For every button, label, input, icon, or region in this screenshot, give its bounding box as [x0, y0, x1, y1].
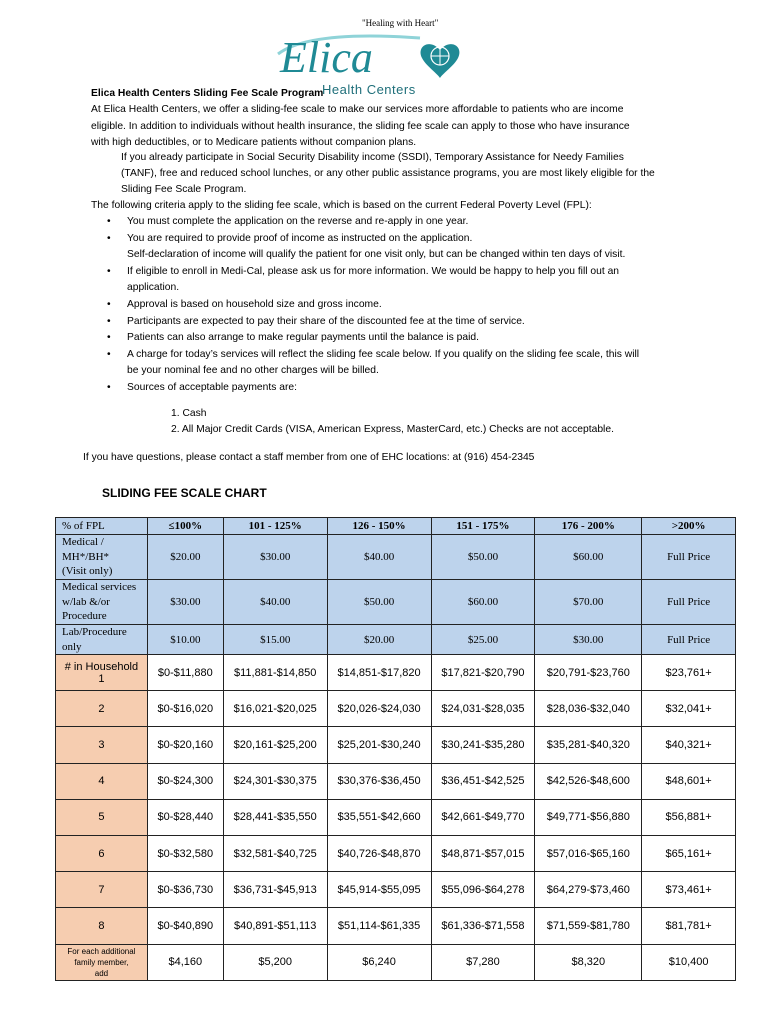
table-cell: $0-$32,580: [147, 835, 223, 871]
table-cell: $28,441-$35,550: [223, 799, 327, 835]
list-item: Self-declaration of income will qualify the patient for one visit only, but can be changed within ten days of visit.: [127, 249, 626, 261]
list-item: be your nominal fee and no other charges will be billed.: [127, 365, 379, 377]
table-header-cell: 151 - 175%: [431, 518, 535, 535]
table-cell: $57,016-$65,160: [535, 835, 642, 871]
table-cell: $61,336-$71,558: [431, 908, 535, 944]
table-cell: $20,791-$23,760: [535, 655, 642, 691]
table-cell: $14,851-$17,820: [327, 655, 431, 691]
table-row: [56, 835, 736, 871]
table-cell: $17,821-$20,790: [431, 655, 535, 691]
list-item: application.: [127, 282, 180, 294]
table-cell: $35,281-$40,320: [535, 727, 642, 763]
table-cell: $55,096-$64,278: [431, 872, 535, 908]
list-item: • A charge for today’s services will reflect the sliding fee scale below. If you qualify on the sliding fee scale, this will: [107, 348, 640, 360]
eligible-line-3: Sliding Fee Scale Program.: [121, 184, 247, 195]
table-cell: $0-$11,880: [147, 655, 223, 691]
table-header-cell: ≤100%: [147, 518, 223, 535]
table-row: [56, 944, 736, 980]
list-item: 1. Cash: [171, 408, 207, 419]
table-cell: $36,731-$45,913: [223, 872, 327, 908]
logo-wordmark: [270, 24, 480, 84]
eligible-line-2: (TANF), free and reduced school lunches, or any other public assistance programs, you are most likely eligible for the: [121, 168, 655, 179]
table-cell: $71,559-$81,780: [535, 908, 642, 944]
table-row: [56, 727, 736, 763]
table-cell: $10,400: [642, 944, 736, 980]
payment-methods-list: [171, 406, 614, 439]
table-row: [56, 908, 736, 944]
row-label: Medical / MH*/BH* (Visit only): [56, 535, 148, 580]
list-item: • Sources of acceptable payments are:: [107, 381, 297, 393]
table-cell: $64,279-$73,460: [535, 872, 642, 908]
sliding-fee-table: [55, 517, 736, 981]
table-cell: $40,726-$48,870: [327, 835, 431, 871]
table-cell: $20,161-$25,200: [223, 727, 327, 763]
table-cell: $40.00: [327, 535, 431, 580]
table-header-cell: 176 - 200%: [535, 518, 642, 535]
list-item: • Patients can also arrange to make regular payments until the balance is paid.: [107, 332, 480, 344]
table-cell: $20.00: [147, 535, 223, 580]
logo-subtitle: Health Centers: [322, 82, 416, 97]
table-cell: Full Price: [642, 625, 736, 655]
svg-text:Elica: Elica: [280, 33, 373, 82]
table-row: [56, 799, 736, 835]
table-cell: $81,781+: [642, 908, 736, 944]
table-cell: $8,320: [535, 944, 642, 980]
table-cell: $15.00: [223, 625, 327, 655]
table-cell: $16,021-$20,025: [223, 691, 327, 727]
table-cell: $24,301-$30,375: [223, 763, 327, 799]
table-cell: $11,881-$14,850: [223, 655, 327, 691]
table-cell: $0-$16,020: [147, 691, 223, 727]
household-size-cell: 7: [56, 872, 148, 908]
table-cell: $30,241-$35,280: [431, 727, 535, 763]
household-size-cell: # in Household 1: [56, 655, 148, 691]
table-cell: $65,161+: [642, 835, 736, 871]
row-label: Lab/Procedure only: [56, 625, 148, 655]
table-cell: $30.00: [147, 580, 223, 625]
table-cell: $48,601+: [642, 763, 736, 799]
list-item: • You are required to provide proof of income as instructed on the application.: [107, 232, 473, 244]
list-item: 2. All Major Credit Cards (VISA, American Express, MasterCard, etc.) Checks are not acceptable.: [171, 424, 614, 436]
table-cell: $0-$36,730: [147, 872, 223, 908]
table-cell: $32,581-$40,725: [223, 835, 327, 871]
table-cell: $32,041+: [642, 691, 736, 727]
list-item: • Approval is based on household size and gross income.: [107, 298, 382, 310]
table-cell: $56,881+: [642, 799, 736, 835]
table-row: [56, 655, 736, 691]
household-size-cell: 2: [56, 691, 148, 727]
table-cell: $49,771-$56,880: [535, 799, 642, 835]
household-size-cell: 6: [56, 835, 148, 871]
household-size-cell: 8: [56, 908, 148, 944]
table-cell: Full Price: [642, 580, 736, 625]
row-label: Medical services w/lab &/or Procedure: [56, 580, 148, 625]
table-row: [56, 763, 736, 799]
page-heading: Elica Health Centers Sliding Fee Scale Program: [91, 88, 324, 99]
list-item: • Participants are expected to pay their share of the discounted fee at the time of service.: [107, 315, 525, 327]
table-cell: $60.00: [535, 535, 642, 580]
table-row: [56, 872, 736, 908]
table-cell: $4,160: [147, 944, 223, 980]
table-cell: $73,461+: [642, 872, 736, 908]
table-cell: $20.00: [327, 625, 431, 655]
table-cell: $40,321+: [642, 727, 736, 763]
table-cell: $70.00: [535, 580, 642, 625]
table-cell: $0-$28,440: [147, 799, 223, 835]
intro-line-2: eligible. In addition to individuals without health insurance, the sliding fee scale can apply to those who have insurance: [91, 121, 630, 132]
table-cell: $30,376-$36,450: [327, 763, 431, 799]
table-cell: $0-$40,890: [147, 908, 223, 944]
table-cell: $40,891-$51,113: [223, 908, 327, 944]
table-row: [56, 535, 736, 580]
criteria-list: [107, 214, 639, 397]
table-cell: $24,031-$28,035: [431, 691, 535, 727]
table-cell: $0-$20,160: [147, 727, 223, 763]
table-header-cell: % of FPL: [56, 518, 148, 535]
household-size-cell: 3: [56, 727, 148, 763]
table-cell: Full Price: [642, 535, 736, 580]
table-cell: $5,200: [223, 944, 327, 980]
intro-line-1: At Elica Health Centers, we offer a sliding-fee scale to make our services more affordable to patients who are income: [91, 104, 624, 115]
table-header-cell: 126 - 150%: [327, 518, 431, 535]
chart-title: SLIDING FEE SCALE CHART: [102, 486, 267, 500]
table-header-cell: >200%: [642, 518, 736, 535]
table-cell: $30.00: [535, 625, 642, 655]
table-cell: $28,036-$32,040: [535, 691, 642, 727]
table-cell: $10.00: [147, 625, 223, 655]
table-cell: $60.00: [431, 580, 535, 625]
table-cell: $42,661-$49,770: [431, 799, 535, 835]
table-cell: $0-$24,300: [147, 763, 223, 799]
list-item: • You must complete the application on the reverse and re-apply in one year.: [107, 216, 469, 227]
table-cell: $35,551-$42,660: [327, 799, 431, 835]
table-header-row: [56, 518, 736, 535]
elica-logo: [270, 18, 480, 97]
table-cell: $30.00: [223, 535, 327, 580]
eligible-line-1: If you already participate in Social Security Disability income (SSDI), Temporary Assistance for Needy Families: [121, 152, 624, 163]
table-cell: $50.00: [431, 535, 535, 580]
table-row: [56, 691, 736, 727]
table-cell: $23,761+: [642, 655, 736, 691]
criteria-intro: The following criteria apply to the sliding fee scale, which is based on the current Federal Poverty Level (FPL):: [91, 200, 592, 211]
household-size-cell: 4: [56, 763, 148, 799]
logo-tagline: "Healing with Heart": [362, 18, 439, 28]
table-cell: $36,451-$42,525: [431, 763, 535, 799]
additional-member-cell: For each additional family member, add: [56, 944, 148, 980]
table-cell: $50.00: [327, 580, 431, 625]
table-row: [56, 580, 736, 625]
table-cell: $25,201-$30,240: [327, 727, 431, 763]
table-cell: $25.00: [431, 625, 535, 655]
table-header-cell: 101 - 125%: [223, 518, 327, 535]
table-cell: $40.00: [223, 580, 327, 625]
table-cell: $20,026-$24,030: [327, 691, 431, 727]
intro-line-3: with high deductibles, or to Medicare patients without companion plans.: [91, 137, 417, 148]
table-cell: $48,871-$57,015: [431, 835, 535, 871]
contact-info: If you have questions, please contact a staff member from one of EHC locations: at (916) 454-2345: [83, 452, 535, 463]
table-cell: $42,526-$48,600: [535, 763, 642, 799]
table-cell: $45,914-$55,095: [327, 872, 431, 908]
list-item: • If eligible to enroll in Medi-Cal, please ask us for more information. We would be happy to help you fill out an: [107, 265, 620, 277]
table-cell: $6,240: [327, 944, 431, 980]
table-row: [56, 625, 736, 655]
table-cell: $51,114-$61,335: [327, 908, 431, 944]
table-cell: $7,280: [431, 944, 535, 980]
household-size-cell: 5: [56, 799, 148, 835]
